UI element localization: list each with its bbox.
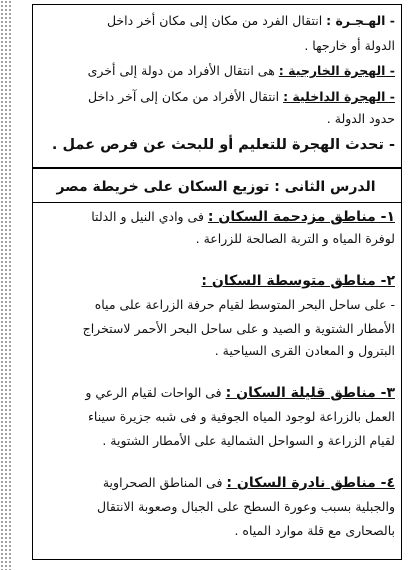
medium-population-line-2: الأمطار الشتوية و الصيد و على ساحل البحر الأحمر لاستخراج	[82, 321, 395, 336]
rare-population-line-3: بالصحارى مع قلة موارد المياه .	[234, 523, 395, 538]
heading-medium-population: ٢- مناطق متوسطة السكان :	[201, 273, 395, 289]
dense-population-continued: لوفرة المياه و التربة الصالحة للزراعة .	[195, 231, 395, 246]
lesson-title: الدرس الثانى : توزيع السكان على خريطة مصر	[56, 179, 376, 195]
medium-population-line-1: - على ساحل البحر المتوسط لقيام حرفة الزراعة على مياه	[94, 297, 395, 312]
section-rare-population	[37, 475, 395, 491]
rare-population-text: فى المناطق الصحراوية	[102, 475, 227, 490]
low-population-text: فى الواحات لقيام الرعي و	[85, 385, 226, 400]
low-population-line-3: لقيام الزراعة و السواحل الشمالية على الأمطار الشتوية .	[102, 433, 395, 448]
definition-internal-text: انتقال الأفراد من مكان إلى آخر داخل	[87, 89, 284, 104]
dense-population-text: فى وادي النيل و الدلتا	[91, 209, 208, 224]
rare-population-line-2: والجبلية بسبب وعورة السطح على الجبال وصعوبة الانتقال	[97, 499, 395, 514]
heading-dense-population: ١- مناطق مزدحمة السكان :	[207, 209, 395, 225]
term-internal-migration: - الهجرة الداخلية :	[283, 89, 395, 104]
heading-low-population: ٣- مناطق قليلة السكان :	[225, 385, 395, 401]
definition-internal-migration	[37, 89, 395, 105]
lesson-title-divider	[33, 202, 401, 203]
definition-external-text: هى انتقال الأفراد من دولة إلى أخرى	[87, 63, 279, 78]
migration-reasons-note: - تحدث الهجرة للتعليم أو للبحث عن فرص عمل .	[51, 137, 395, 153]
medium-population-line-3: البترول و المعادن القرى السياحية .	[214, 343, 395, 358]
definition-migration-text: انتقال الفرد من مكان إلى مكان أخر داخل	[106, 13, 327, 28]
term-migration: - الهـجـرة :	[326, 13, 395, 28]
definition-internal-continued: حدود الدولة .	[326, 111, 395, 126]
low-population-line-2: العمل بالزراعة لوجود المياه الجوفية و فى شبه جزيرة سيناء	[88, 409, 395, 424]
heading-rare-population: ٤- مناطق نادرة السكان :	[226, 475, 395, 491]
definition-migration	[37, 13, 395, 29]
definition-migration-continued: الدولة أو خارجها .	[304, 38, 395, 53]
section-low-population	[37, 385, 395, 401]
dotted-margin-strip	[0, 0, 12, 570]
definition-external-migration	[37, 63, 395, 79]
population-distribution-box	[32, 168, 402, 560]
section-dense-population	[37, 209, 395, 225]
section-medium-population	[37, 273, 395, 289]
migration-definitions-box	[32, 4, 402, 168]
term-external-migration: - الهجرة الخارجية :	[278, 63, 395, 78]
